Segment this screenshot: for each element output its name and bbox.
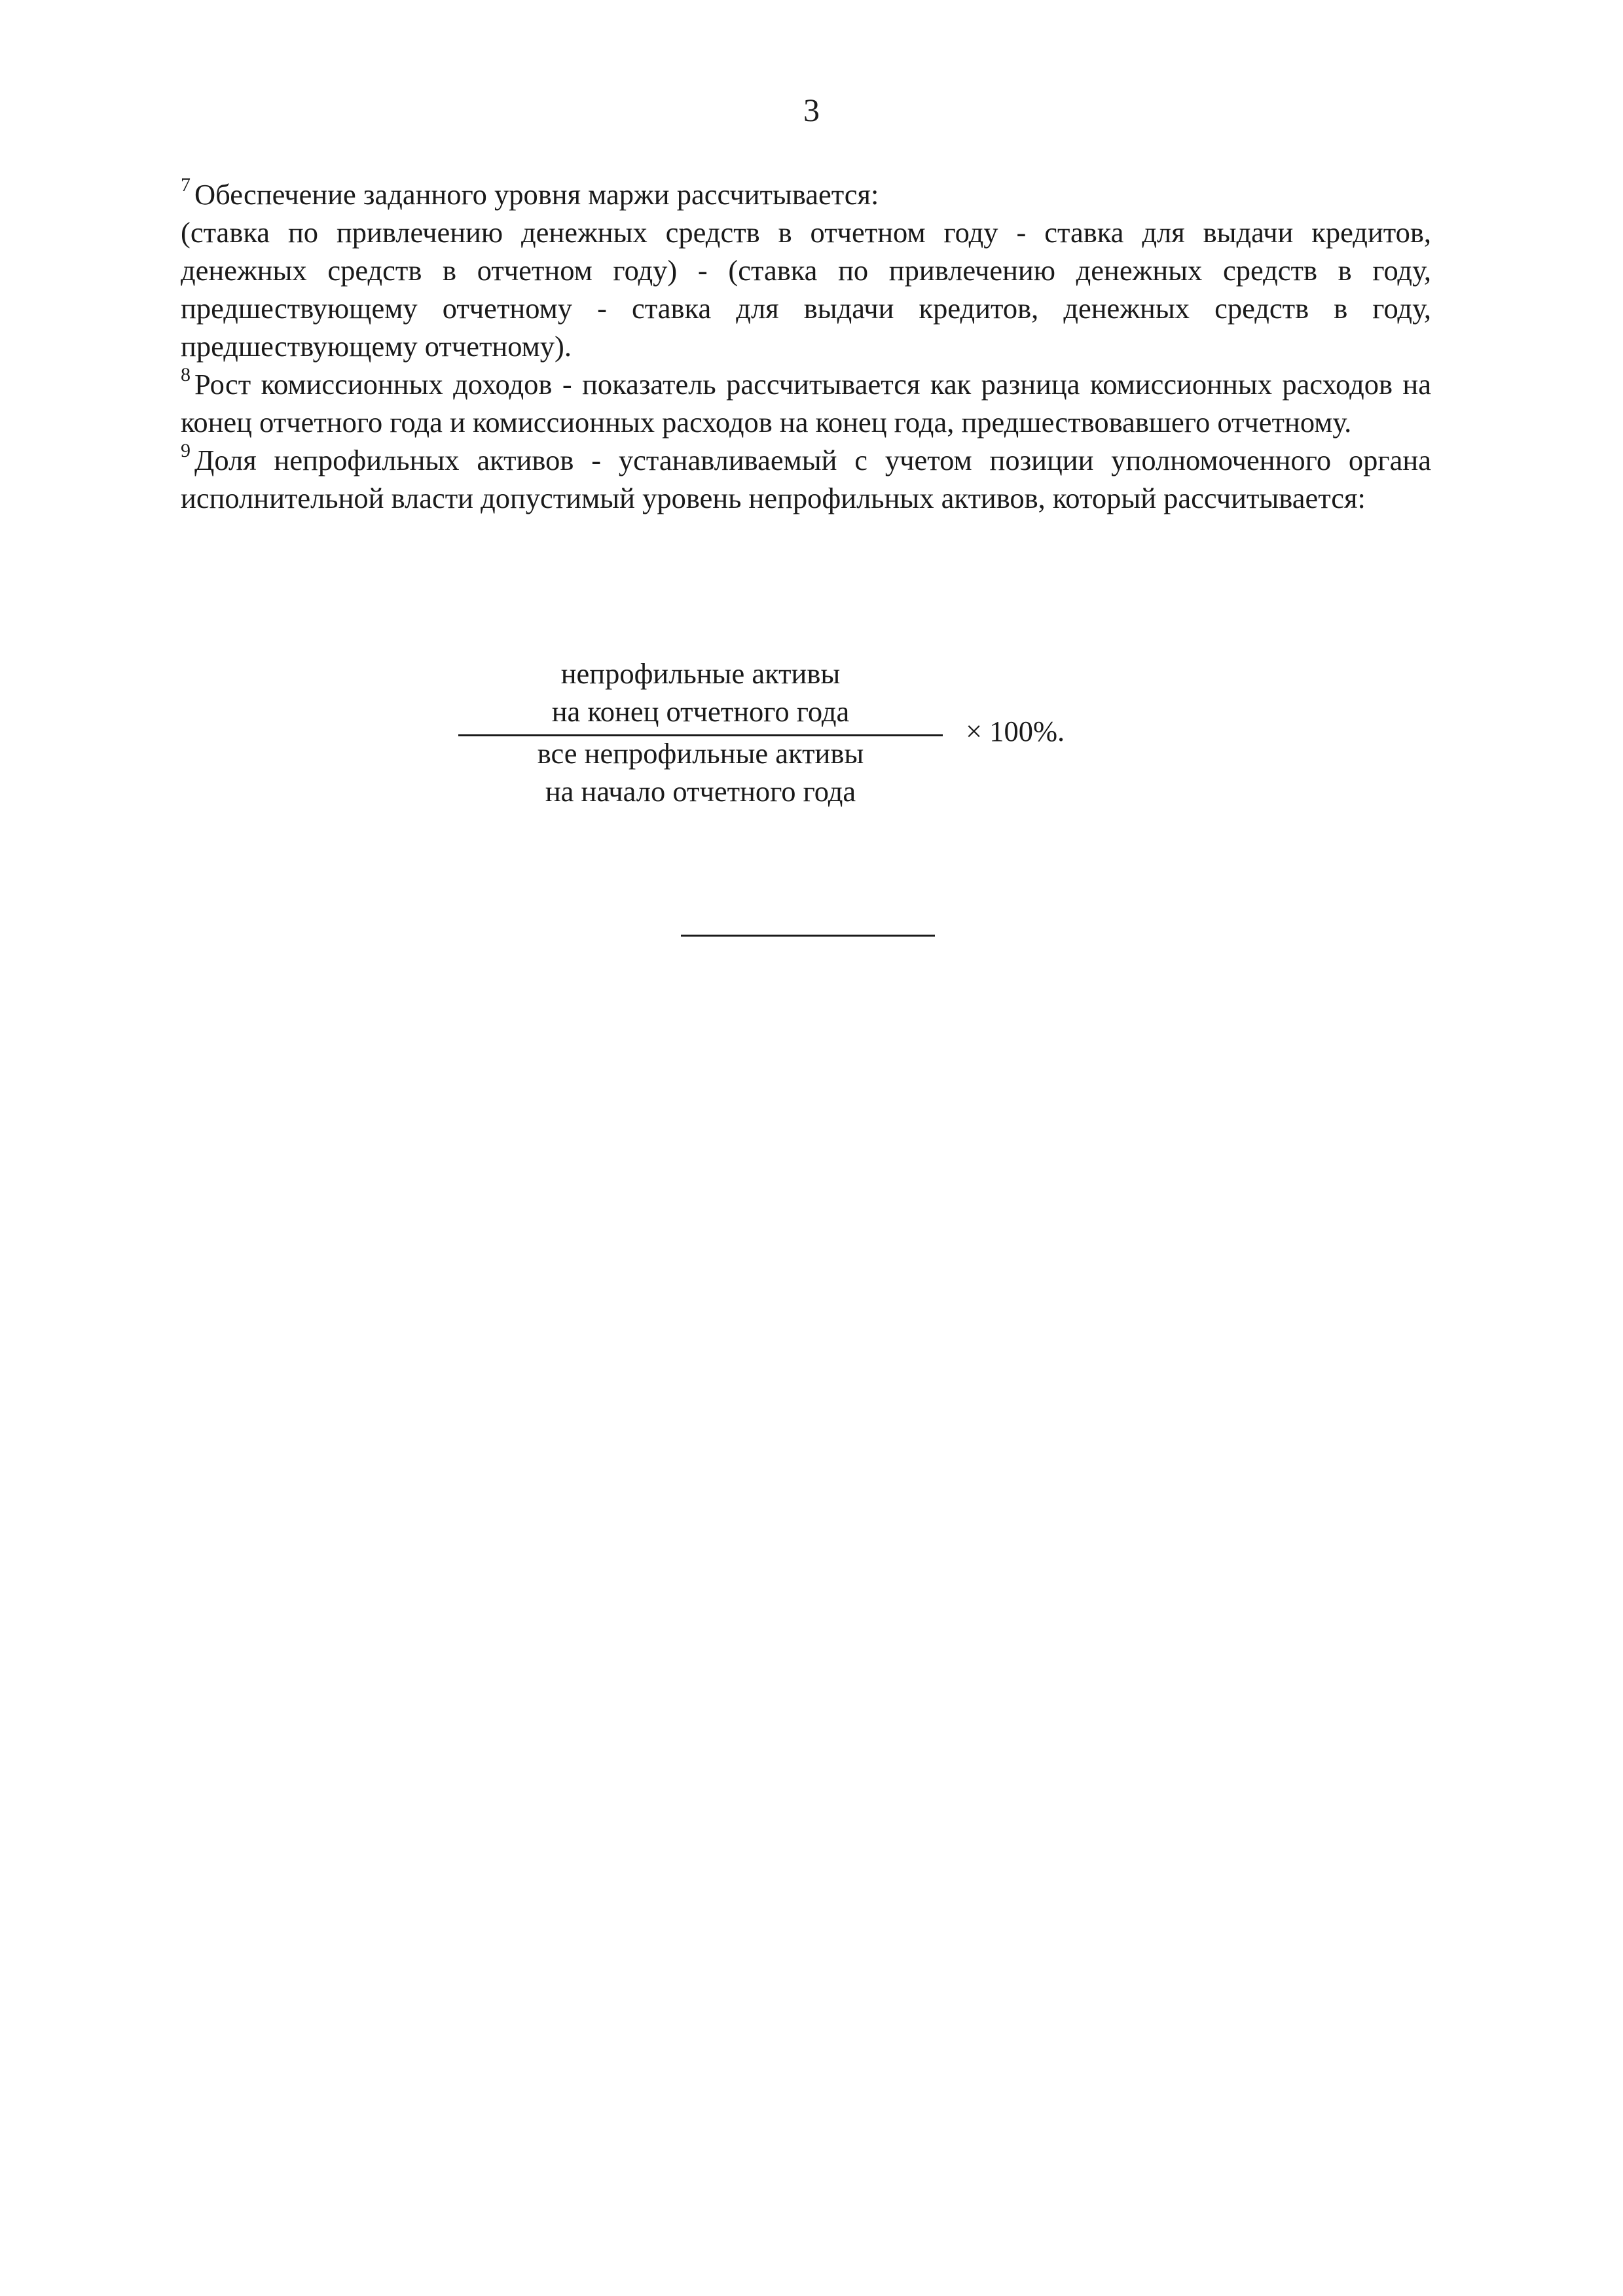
footnote-7-title: Обеспечение заданного уровня маржи рассчитывается: bbox=[194, 178, 879, 211]
non-core-assets-formula bbox=[458, 655, 1087, 818]
multiplier: × 100%. bbox=[966, 715, 1065, 747]
footnote-8-marker: 8 bbox=[181, 364, 191, 386]
footnote-8-text: Рост комиссионных доходов - показатель рассчитывается как разница комиссионных расходов на конец отчетного года и комиссионных расходов на конец года, предшествовавшего отчетному. bbox=[181, 368, 1431, 439]
denominator-line-2: на начало отчетного года bbox=[545, 775, 856, 808]
footnote-7-head bbox=[181, 175, 1431, 213]
numerator-line-2: на конец отчетного года bbox=[551, 695, 850, 728]
page-number: 3 bbox=[803, 92, 820, 128]
end-rule bbox=[681, 935, 935, 937]
denominator-line-1: все непрофильные активы bbox=[537, 737, 864, 770]
footnote-8 bbox=[181, 365, 1431, 441]
numerator-line-1: непрофильные активы bbox=[560, 657, 841, 690]
footnote-9-marker: 9 bbox=[181, 440, 191, 462]
fraction bbox=[458, 655, 943, 810]
footnote-7-body: (ставка по привлечению денежных средств в отчетном году - ставка для выдачи кредитов, денежных средств в отчетном году) - (ставка по привлечению денежных средств в году, предшествующему отчетному - ставка для выдачи кредитов, денежных средств в году, предшествующему отчетному). bbox=[181, 216, 1431, 363]
footnote-9 bbox=[181, 441, 1431, 517]
fraction-bar bbox=[458, 734, 943, 736]
footnote-9-text: Доля непрофильных активов - устанавливаемый с учетом позиции уполномоченного органа исполнительной власти допустимый уровень непрофильных активов, который рассчитывается: bbox=[181, 444, 1431, 514]
footnotes bbox=[181, 175, 1431, 517]
footnote-7 bbox=[181, 175, 1431, 365]
footnote-7-marker: 7 bbox=[181, 174, 191, 196]
